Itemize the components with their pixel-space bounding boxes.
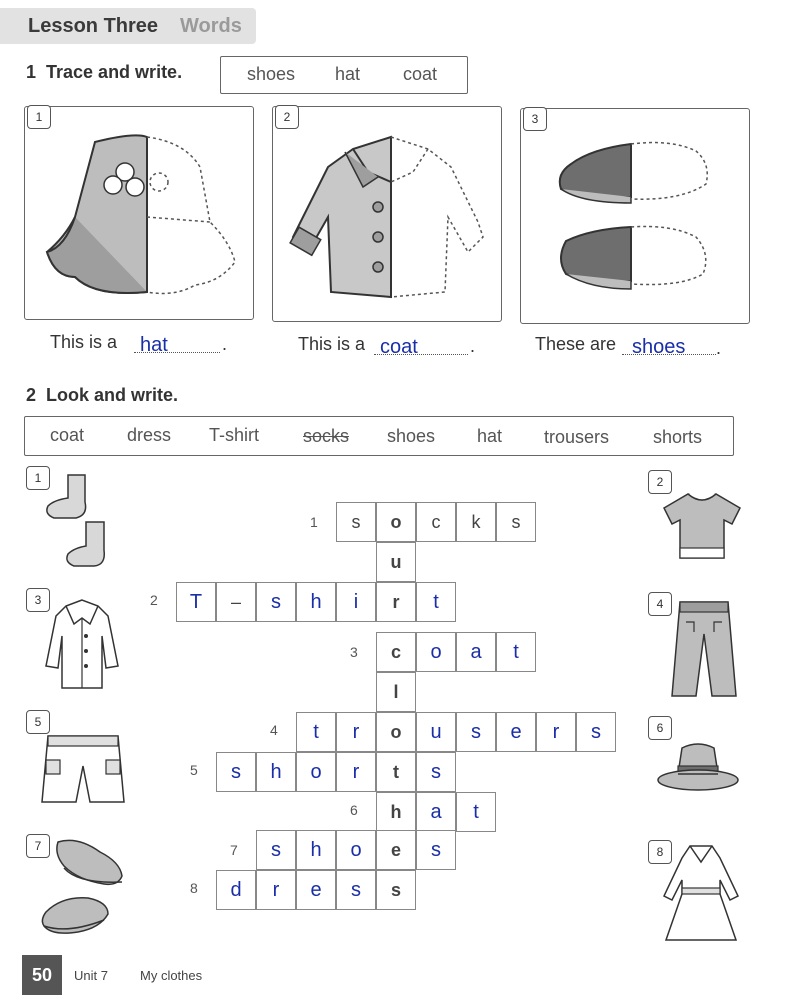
grid-cell[interactable]: c xyxy=(376,632,416,672)
picture-number-2: 2 xyxy=(648,470,672,494)
clue-number-7: 7 xyxy=(230,842,238,858)
sentence-end: . xyxy=(716,338,722,358)
sentence-end: . xyxy=(222,334,228,354)
grid-cell[interactable]: s xyxy=(416,752,456,792)
grid-cell[interactable]: h xyxy=(296,830,336,870)
grid-cell[interactable]: h xyxy=(256,752,296,792)
grid-cell[interactable]: o xyxy=(416,632,456,672)
grid-cell[interactable]: s xyxy=(336,502,376,542)
word-shorts: shorts xyxy=(653,427,703,447)
answer-blank xyxy=(134,352,220,353)
word-tshirt: T-shirt xyxy=(209,425,260,445)
picture-number-1: 1 xyxy=(26,466,50,490)
lesson-topic: Words xyxy=(180,15,242,37)
word-hat: hat xyxy=(335,64,361,84)
grid-cell[interactable]: t xyxy=(456,792,496,832)
grid-cell[interactable]: a xyxy=(416,792,456,832)
trace-panel-3 xyxy=(520,108,750,324)
grid-cell[interactable]: s xyxy=(256,582,296,622)
grid-cell[interactable]: r xyxy=(376,582,416,622)
sentence-2: This is a xyxy=(298,334,366,354)
grid-cell[interactable]: e xyxy=(496,712,536,752)
shoes-icon xyxy=(531,129,741,309)
panel-number: 1 xyxy=(27,105,51,129)
word-socks-crossed: socks xyxy=(303,426,350,446)
shoes-icon xyxy=(38,832,128,942)
panel-number: 2 xyxy=(275,105,299,129)
clue-number-5: 5 xyxy=(190,762,198,778)
trousers-icon xyxy=(664,598,744,700)
grid-cell[interactable]: c xyxy=(416,502,456,542)
hat-icon xyxy=(35,127,245,307)
answer-coat: coat xyxy=(380,336,418,358)
section2-word-box xyxy=(24,416,734,456)
picture-number-4: 4 xyxy=(648,592,672,616)
grid-cell[interactable]: s xyxy=(336,870,376,910)
clue-number-3: 3 xyxy=(350,644,358,660)
grid-cell[interactable]: e xyxy=(296,870,336,910)
tshirt-icon xyxy=(660,490,744,562)
grid-cell[interactable]: s xyxy=(256,830,296,870)
coat-icon xyxy=(40,596,124,692)
grid-cell[interactable]: s xyxy=(496,502,536,542)
hat-icon xyxy=(656,738,740,796)
grid-cell[interactable]: r xyxy=(336,712,376,752)
grid-cell[interactable]: T xyxy=(176,582,216,622)
lesson-title: Lesson Three xyxy=(28,15,159,37)
trace-panel-2 xyxy=(272,106,502,322)
section1-word-box xyxy=(220,56,468,94)
word-hat: hat xyxy=(477,426,503,446)
page-number: 50 xyxy=(22,955,62,995)
grid-cell[interactable]: d xyxy=(216,870,256,910)
grid-cell[interactable]: r xyxy=(256,870,296,910)
grid-cell[interactable]: s xyxy=(216,752,256,792)
panel-number: 3 xyxy=(523,107,547,131)
footer-title: My clothes xyxy=(140,968,203,983)
section2-title: 2 Look and write. xyxy=(26,385,179,405)
picture-number-6: 6 xyxy=(648,716,672,740)
grid-cell[interactable]: s xyxy=(576,712,616,752)
clue-number-6: 6 xyxy=(350,802,358,818)
grid-cell[interactable]: r xyxy=(536,712,576,752)
clue-number-8: 8 xyxy=(190,880,198,896)
grid-cell[interactable]: u xyxy=(416,712,456,752)
grid-cell[interactable]: h xyxy=(296,582,336,622)
clue-number-2: 2 xyxy=(150,592,158,608)
grid-cell[interactable]: l xyxy=(376,672,416,712)
grid-cell[interactable]: t xyxy=(416,582,456,622)
lesson-header xyxy=(0,8,256,44)
socks-icon xyxy=(40,470,124,570)
grid-cell[interactable]: h xyxy=(376,792,416,832)
picture-number-5: 5 xyxy=(26,710,50,734)
trace-panel-1 xyxy=(24,106,254,320)
grid-cell[interactable]: k xyxy=(456,502,496,542)
sentence-3: These are xyxy=(535,334,617,354)
dress-icon xyxy=(658,840,744,944)
grid-cell[interactable]: t xyxy=(296,712,336,752)
grid-cell[interactable]: t xyxy=(496,632,536,672)
sentence-end: . xyxy=(470,336,476,356)
footer-unit: Unit 7 xyxy=(74,968,108,983)
answer-blank xyxy=(374,354,468,355)
grid-cell[interactable]: s xyxy=(456,712,496,752)
grid-cell[interactable]: s xyxy=(376,870,416,910)
shorts-icon xyxy=(38,730,128,808)
clue-number-4: 4 xyxy=(270,722,278,738)
grid-cell[interactable]: o xyxy=(376,712,416,752)
grid-cell[interactable]: s xyxy=(416,830,456,870)
sentence-1: This is a xyxy=(50,332,118,352)
word-dress: dress xyxy=(127,425,172,445)
grid-cell[interactable]: u xyxy=(376,542,416,582)
section1-title: 1 Trace and write. xyxy=(26,62,183,82)
answer-blank xyxy=(622,354,716,355)
coat-icon xyxy=(283,127,493,307)
grid-cell[interactable]: a xyxy=(456,632,496,672)
grid-cell[interactable]: – xyxy=(216,582,256,622)
word-trousers: trousers xyxy=(544,427,610,447)
grid-cell[interactable]: o xyxy=(376,502,416,542)
grid-cell[interactable]: e xyxy=(376,830,416,870)
word-shoes: shoes xyxy=(247,64,296,84)
picture-number-7: 7 xyxy=(26,834,50,858)
answer-shoes: shoes xyxy=(632,336,686,358)
clue-number-1: 1 xyxy=(310,514,318,530)
grid-cell[interactable]: r xyxy=(336,752,376,792)
word-shoes: shoes xyxy=(387,426,436,446)
word-coat: coat xyxy=(50,425,85,445)
grid-cell[interactable]: t xyxy=(376,752,416,792)
answer-hat: hat xyxy=(140,334,168,356)
grid-cell[interactable]: o xyxy=(296,752,336,792)
picture-number-3: 3 xyxy=(26,588,50,612)
grid-cell[interactable]: o xyxy=(336,830,376,870)
picture-number-8: 8 xyxy=(648,840,672,864)
grid-cell[interactable]: i xyxy=(336,582,376,622)
word-coat: coat xyxy=(403,64,438,84)
